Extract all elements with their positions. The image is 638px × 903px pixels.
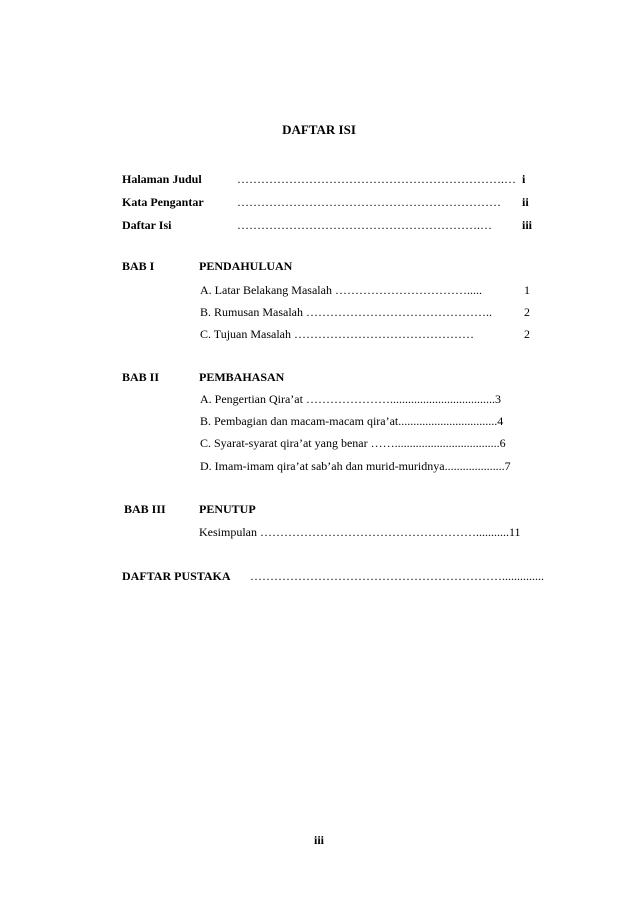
front-matter-label: Daftar Isi [122,218,172,232]
toc-entry: A. Pengertian Qira’at …………………...................................3 [200,392,501,406]
toc-entry-page: 1 [524,283,530,297]
chapter-label: BAB II [122,370,160,384]
chapter-label: BAB III [124,502,166,516]
toc-entry-page: 2 [524,327,530,341]
front-matter-page: iii [522,218,533,232]
front-matter-dots: ………………………………………………………… [237,195,501,209]
toc-entry: Kesimpulan ………………………………………………...........11 [199,525,521,539]
toc-entry: C. Tujuan Masalah ……………………………………… [200,327,475,341]
toc-entry-page: 2 [524,305,530,319]
toc-entry: C. Syarat-syarat qira’at yang benar ……...................................6 [200,436,506,450]
front-matter-page: ii [522,195,529,209]
toc-entry: A. Latar Belakang Masalah ……………………………..... [200,283,482,297]
chapter-title: PEMBAHASAN [199,370,285,384]
toc-entry: B. Pembagian dan macam-macam qira’at.................................4 [200,414,504,428]
chapter-title: PENDAHULUAN [199,259,293,273]
front-matter-dots: …………………………………………………….… [237,218,492,232]
front-matter-label: Kata Pengantar [122,195,204,209]
front-matter-page: i [522,172,526,186]
bibliography-dots: ……………………………………………………….............. [250,569,544,583]
toc-entry: D. Imam-imam qira’at sab’ah dan murid-muridnya....................7 [200,459,511,473]
front-matter-label: Halaman Judul [122,172,202,186]
bibliography-label: DAFTAR PUSTAKA [122,569,231,583]
page-number: iii [313,833,324,847]
chapter-title: PENUTUP [199,502,256,516]
chapter-label: BAB I [122,259,155,273]
document-title: DAFTAR ISI [282,122,356,137]
toc-entry: B. Rumusan Masalah ……………………………………….. [200,305,492,319]
front-matter-dots: ………………………………………………………….… [237,172,516,186]
